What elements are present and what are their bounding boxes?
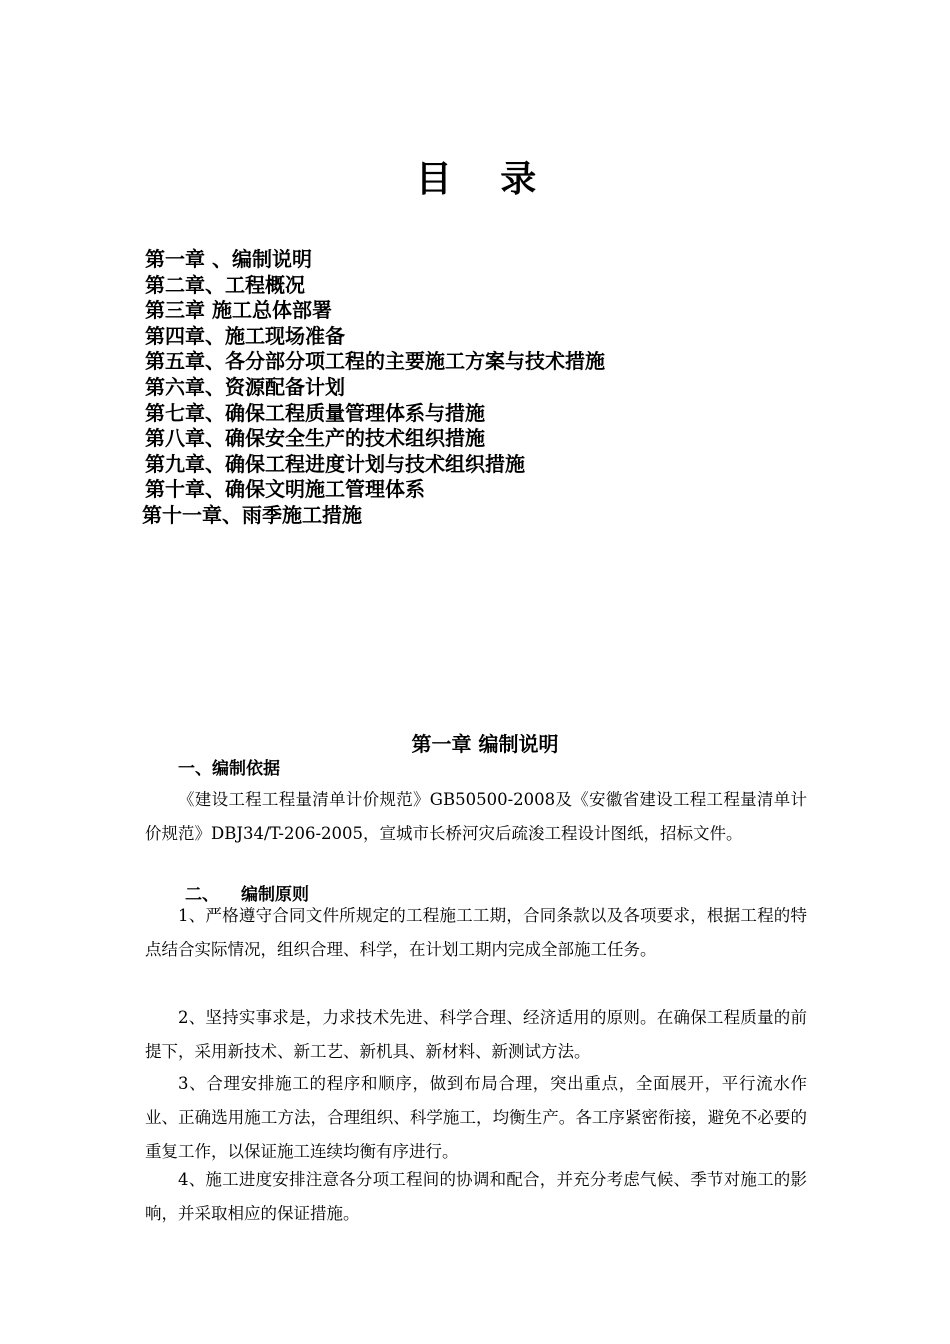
toc-item: 第七章、确保工程质量管理体系与措施 bbox=[145, 400, 485, 425]
toc-item: 第二章、工程概况 bbox=[145, 272, 305, 297]
section-heading-text: 编制原则 bbox=[241, 885, 309, 905]
paragraph-principle: 4、施工进度安排注意各分项工程间的协调和配合，并充分考虑气候、季节对施工的影响，并采取相应的保证措施。 bbox=[145, 1170, 807, 1223]
toc-item: 第一章 、编制说明 bbox=[145, 247, 312, 271]
toc-item: 第十一章、雨季施工措施 bbox=[142, 502, 362, 527]
paragraph-principle: 1、严格遵守合同文件所规定的工程施工工期，合同条款以及各项要求，根据工程的特点结合实际情况，组织合理、科学，在计划工期内完成全部施工任务。 bbox=[145, 906, 807, 959]
toc-item: 第三章 施工总体部署 bbox=[145, 298, 332, 323]
chapter-title: 第一章 编制说明 bbox=[411, 732, 559, 756]
section-heading-number: 二、 bbox=[185, 885, 219, 905]
toc-item: 第六章、资源配备计划 bbox=[145, 374, 345, 399]
toc-item: 第十章、确保文明施工管理体系 bbox=[145, 477, 425, 502]
toc-title: 目 录 bbox=[415, 159, 555, 200]
toc-item: 第四章、施工现场准备 bbox=[145, 323, 345, 348]
paragraph-principle: 3、合理安排施工的程序和顺序，做到布局合理，突出重点，全面展开，平行流水作业、正确选用施工方法，合理组织、科学施工，均衡生产。各工序紧密衔接，避免不必要的重复工作，以保证施工连续均衡有序进行。 bbox=[145, 1074, 807, 1161]
toc-item: 第五章、各分部分项工程的主要施工方案与技术措施 bbox=[145, 349, 605, 374]
toc-item: 第八章、确保安全生产的技术组织措施 bbox=[145, 426, 485, 451]
paragraph-principle: 2、坚持实事求是，力求技术先进、科学合理、经济适用的原则。在确保工程质量的前提下，采用新技术、新工艺、新机具、新材料、新测试方法。 bbox=[145, 1008, 807, 1061]
toc-item: 第九章、确保工程进度计划与技术组织措施 bbox=[145, 451, 525, 476]
toc-list bbox=[142, 247, 845, 529]
section-heading-basis: 一、编制依据 bbox=[178, 759, 280, 779]
paragraph-basis: 《建设工程工程量清单计价规范》GB50500-2008及《安徽省建设工程工程量清单计价规范》DBJ34/T-206-2005，宣城市长桥河灾后疏浚工程设计图纸，招标文件。 bbox=[145, 790, 807, 843]
